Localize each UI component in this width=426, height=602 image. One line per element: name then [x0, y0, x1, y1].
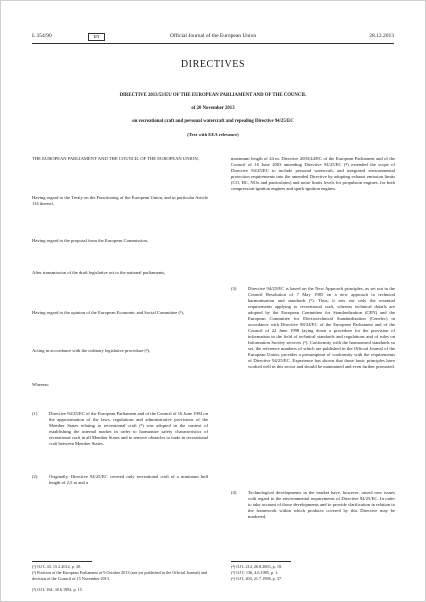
recital-procedure: Acting in accordance with the ordinary legislative procedure (²),: [32, 348, 151, 353]
directive-title: DIRECTIVE 2013/53/EU OF THE EUROPEAN PARLIAMENT AND OF THE COUNCIL: [119, 93, 307, 98]
recital-2-continued: maximum length of 24 m. Directive 2003/44/EC of the European Parliament and of the Council of 16 June 2003 amending Directive 94/25/EC (⁴) extended the scope of Directive 94/25/EC to include personal watercraft, and integrated environmental protection requirements into the amended Directive by adopting exhaust emission limits (CO, HC, NOx and particulates) and noise limits levels for propulsion engines, for both compression-ignition engines and spark-ignition engines.: [231, 156, 395, 191]
paragraph-number: (2): [32, 474, 38, 479]
recital-transmission: After transmission of the draft legislative act to the national parliaments,: [32, 270, 166, 275]
journal-name: Official Journal of the European Union: [169, 33, 257, 39]
footnote-rule: [231, 561, 291, 562]
publication-date: 28.12.2013: [369, 33, 394, 39]
preamble-intro: THE EUROPEAN PARLIAMENT AND THE COUNCIL OF THE EUROPEAN UNION,: [32, 156, 199, 161]
header-rule: [32, 43, 394, 44]
footnote-3: (³) OJ L 164, 30.6.1994, p. 15.: [32, 587, 83, 592]
section-heading: DIRECTIVES: [180, 59, 246, 70]
page-header: [32, 32, 394, 41]
oj-reference: L 354/90: [32, 33, 52, 39]
recital-proposal: Having regard to the proposal from the European Commission,: [32, 238, 148, 243]
directive-subject: on recreational craft and personal watercraft and repealing Directive 94/25/EC: [132, 119, 294, 124]
directive-date: of 20 November 2013: [191, 106, 235, 111]
recital-3: Directive 94/25/EC is based on the New Approach principles, as set out in the Council Resolution of 7 May 1985 on a new approach to technical harmonisation and standards (⁵). Thus, it sets out only the essential requirements applying to recreational craft, whereas technical details are adopted by the European Committee for Standardization (CEN) and the European Committee for Electrotechnical Standardization (Cenelec) in accordance with Directive 98/34/EC of the European Parliament and of the Council of 22 June 1998 laying down a procedure for the provision of information in the field of technical standards and regulations and of rules on Information Society services (⁶). Conformity with the harmonised standards so set, the reference numbers of which are published in the Official Journal of the European Union, provides a presumption of conformity with the requirements of Directive 94/25/EC. Experience has shown that those basic principles have worked well in this sector and should be maintained and even further promoted.: [248, 286, 395, 369]
language-badge: EN: [88, 33, 105, 41]
footnote-6: (⁶) OJ L 204, 21.7.1998, p. 37.: [231, 576, 283, 581]
recital-4: Technological developments in the market have, however, raised new issues with regard to the environmental requirements of Directive 94/25/EC. In order to take account of those developments and to provide clarification in relation to the framework within which products covered by this Directive may be marketed,: [248, 490, 395, 519]
footnote-1: (¹) OJ C 43, 15.2.2012, p. 30.: [32, 564, 82, 569]
recital-1: Directive 94/25/EC of the European Parliament and of the Council of 16 June 1994 on the approximation of the laws, regulations and administrative provisions of the Member States relating to recreational craft (³) was adopted in the context of establishing the internal market in order to harmonize safety characteristics of recreational craft in all Member States and to remove obstacles to trade in recreational craft between Member States.: [49, 411, 208, 446]
footnote-5: (⁵) OJ C 136, 4.6.1985, p. 1.: [231, 570, 279, 575]
footnote-4: (⁴) OJ L 214, 26.8.2003, p. 18.: [231, 564, 283, 569]
footnote-2: (²) Position of the European Parliament of 9 October 2013 (not yet published in the Official Journal) and decision of the Council of 15 November 2013.: [32, 570, 208, 581]
paragraph-number: (1): [32, 411, 38, 416]
whereas-heading: Whereas:: [32, 382, 50, 387]
eea-relevance: (Text with EEA relevance): [187, 132, 239, 137]
paragraph-number: (4): [231, 490, 237, 495]
recital-treaty: Having regard to the Treaty on the Functioning of the European Union, and in particular Article 114 thereof,: [32, 195, 208, 206]
recital-2: Originally, Directive 94/25/EC covered only recreational craft of a minimum hull length of 2,5 m and a: [49, 474, 208, 485]
paragraph-number: (3): [231, 286, 237, 291]
footnote-rule: [32, 561, 92, 562]
recital-eesc: Having regard to the opinion of the European Economic and Social Committee (¹),: [32, 310, 185, 315]
